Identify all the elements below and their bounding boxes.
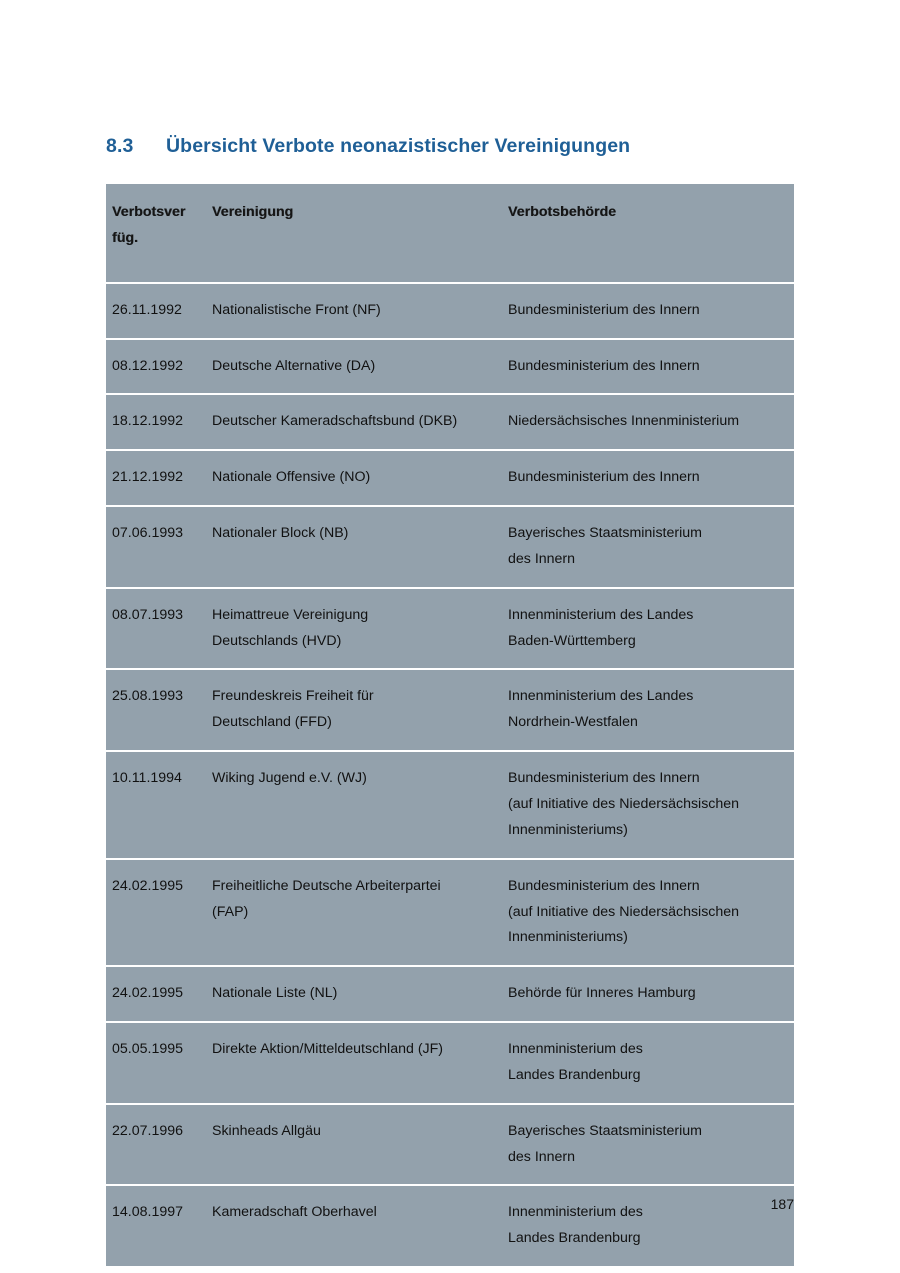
column-header-date: Verbotsver füg. <box>106 184 206 283</box>
cell-organization: Freiheitliche Deutsche Arbeiterpartei (FAP) <box>206 859 502 967</box>
cell-date: 22.07.1996 <box>106 1104 206 1186</box>
cell-organization: Deutscher Kameradschaftsbund (DKB) <box>206 394 502 450</box>
column-header-organization: Vereinigung <box>206 184 502 283</box>
cell-date: 26.11.1992 <box>106 283 206 339</box>
table-row <box>106 1022 794 1104</box>
cell-organization: Heimattreue Vereinigung Deutschlands (HVD) <box>206 588 502 670</box>
table-row <box>106 669 794 751</box>
column-header-authority: Verbotsbehörde <box>502 184 794 283</box>
cell-authority: Bundesministerium des Innern (auf Initiative des Niedersächsischen Innenministeriums) <box>502 751 794 859</box>
table-row <box>106 751 794 859</box>
cell-authority: Bundesministerium des Innern <box>502 283 794 339</box>
cell-authority: Bayerisches Staatsministerium des Innern <box>502 506 794 588</box>
cell-date: 14.08.1997 <box>106 1185 206 1266</box>
cell-organization: Freundeskreis Freiheit für Deutschland (FFD) <box>206 669 502 751</box>
cell-authority: Bayerisches Staatsministerium des Innern <box>502 1104 794 1186</box>
cell-authority: Innenministerium des Landes Brandenburg <box>502 1185 794 1266</box>
cell-organization: Nationaler Block (NB) <box>206 506 502 588</box>
cell-date: 08.12.1992 <box>106 339 206 395</box>
table-header-row <box>106 184 794 283</box>
cell-organization: Kameradschaft Oberhavel <box>206 1185 502 1266</box>
page-title <box>106 135 806 158</box>
cell-organization: Direkte Aktion/Mitteldeutschland (JF) <box>206 1022 502 1104</box>
table-row <box>106 283 794 339</box>
cell-date: 21.12.1992 <box>106 450 206 506</box>
cell-organization: Wiking Jugend e.V. (WJ) <box>206 751 502 859</box>
cell-authority: Niedersächsisches Innenministerium <box>502 394 794 450</box>
cell-authority: Bundesministerium des Innern <box>502 450 794 506</box>
cell-authority: Innenministerium des Landes Baden-Württemberg <box>502 588 794 670</box>
cell-authority: Bundesministerium des Innern (auf Initiative des Niedersächsischen Innenministeriums) <box>502 859 794 967</box>
cell-date: 25.08.1993 <box>106 669 206 751</box>
cell-date: 08.07.1993 <box>106 588 206 670</box>
table-row <box>106 966 794 1022</box>
cell-date: 24.02.1995 <box>106 966 206 1022</box>
page-number: 187 <box>770 1196 794 1212</box>
cell-organization: Nationale Liste (NL) <box>206 966 502 1022</box>
table-row <box>106 394 794 450</box>
cell-date: 05.05.1995 <box>106 1022 206 1104</box>
cell-organization: Deutsche Alternative (DA) <box>206 339 502 395</box>
cell-date: 10.11.1994 <box>106 751 206 859</box>
cell-authority: Innenministerium des Landes Nordrhein-Westfalen <box>502 669 794 751</box>
section-title: Übersicht Verbote neonazistischer Vereinigungen <box>166 135 631 157</box>
cell-date: 18.12.1992 <box>106 394 206 450</box>
table-row <box>106 1185 794 1266</box>
table-header <box>106 184 794 283</box>
cell-authority: Bundesministerium des Innern <box>502 339 794 395</box>
cell-organization: Nationale Offensive (NO) <box>206 450 502 506</box>
table-row <box>106 588 794 670</box>
cell-organization: Skinheads Allgäu <box>206 1104 502 1186</box>
table-row <box>106 859 794 967</box>
table-row <box>106 450 794 506</box>
cell-authority: Behörde für Inneres Hamburg <box>502 966 794 1022</box>
bans-table <box>106 184 794 1266</box>
cell-date: 24.02.1995 <box>106 859 206 967</box>
table-row <box>106 339 794 395</box>
cell-organization: Nationalistische Front (NF) <box>206 283 502 339</box>
table-row <box>106 506 794 588</box>
section-number: 8.3 <box>106 135 134 157</box>
table-body <box>106 283 794 1266</box>
cell-date: 07.06.1993 <box>106 506 206 588</box>
table-row <box>106 1104 794 1186</box>
cell-authority: Innenministerium des Landes Brandenburg <box>502 1022 794 1104</box>
